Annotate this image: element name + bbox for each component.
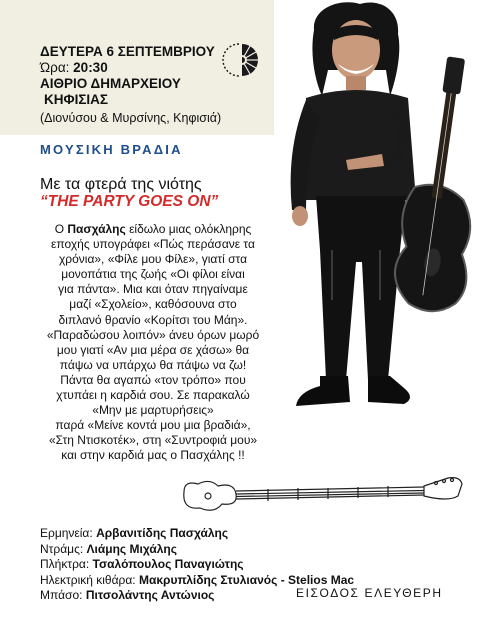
municipality-logo-icon: [222, 40, 262, 80]
guitar-illustration: [178, 474, 468, 518]
credit-row: [40, 526, 354, 542]
credit-row: [40, 542, 354, 558]
credit-row: [40, 557, 354, 573]
time-value: 20:30: [73, 60, 108, 75]
credit-role: Μπάσο:: [40, 588, 83, 603]
credit-role: Ερμηνεία:: [40, 526, 93, 540]
description-line: μονοπάτια της ζωής «Οι φίλοι είναι: [61, 267, 245, 282]
credit-name: Αρβανιτίδης Πασχάλης: [96, 526, 229, 540]
event-time: [40, 60, 108, 76]
free-entry-notice: ΕΙΣΟΔΟΣ ΕΛΕΥΘΕΡΗ: [296, 586, 443, 600]
credit-role: Ντράμς:: [40, 541, 84, 556]
description-line: για πάντα». Μια και όταν πηγαίναμε: [58, 282, 248, 297]
description-line: πάψω να υπάρχω θα πάψω να ζω!: [59, 357, 247, 372]
artist-photo: [276, 0, 480, 430]
description-line: «Παραδώσου λοιπόν» άνευ όρων μωρό: [46, 327, 260, 342]
description-line: παρά «Μείνε κοντά μου μια βραδιά»,: [55, 418, 251, 433]
venue-line-2: ΚΗΦΙΣΙΑΣ: [44, 92, 109, 107]
description-line: μου γιατί «Αν μια μέρα σε χάσω» θα: [56, 342, 250, 357]
description-line: χρόνια», «Φίλε μου Φίλε», γιατί στα: [58, 252, 247, 267]
description-line: Ο Πασχάλης είδωλο μιας ολόκληρης: [54, 222, 252, 236]
description-line: και στην καρδιά μας ο Πασχάλης !!: [61, 448, 245, 463]
time-label: Ώρα:: [40, 60, 70, 75]
description-line: «Στη Ντισκοτέκ», στη «Συντροφιά μου»: [48, 433, 258, 448]
description-line: «Μην με μαρτυρήσεις»: [92, 403, 214, 418]
description-line: Πάντα θα αγαπώ «τον τρόπο» που: [60, 372, 246, 387]
credit-role: Πλήκτρα:: [40, 557, 90, 572]
event-subtitle: “THE PARTY GOES ON”: [40, 193, 219, 210]
event-date: ΔΕΥΤΕΡΑ 6 ΣΕΠΤΕΜΒΡΙΟΥ: [40, 44, 215, 59]
event-description: [30, 222, 276, 464]
venue-line-1: ΑΙΘΡΙΟ ΔΗΜΑΡΧΕΙΟΥ: [40, 76, 181, 91]
description-line: εποχής υπογράφει «Πώς περάσανε τα: [51, 237, 255, 252]
credit-name: Μακρυπλίδης Στυλιανός - Stelios Mac: [138, 572, 355, 587]
description-line: μαζί «Σχολείο», καθόσουνα στο: [69, 297, 237, 312]
event-title: Με τα φτερά της νιότης: [40, 176, 202, 193]
description-line: χτυπάει η καρδιά σου. Σε παρακαλώ: [56, 388, 250, 403]
artist-name: Πασχάλης: [67, 222, 126, 236]
credit-name: Λιάμης Μιχάλης: [86, 541, 177, 556]
credit-name: Πιτσολάντης Αντώνιος: [85, 588, 215, 603]
credit-name: Τσαλόπουλος Παναγιώτης: [92, 557, 244, 572]
venue-address: (Διονύσου & Μυρσίνης, Κηφισιά): [40, 111, 222, 125]
event-type: ΜΟΥΣΙΚΗ ΒΡΑΔΙΑ: [40, 142, 183, 157]
description-line: διπλανό θρανίο «Κορίτσι του Μάη».: [58, 312, 248, 327]
credit-role: Ηλεκτρική κιθάρα:: [40, 572, 136, 587]
